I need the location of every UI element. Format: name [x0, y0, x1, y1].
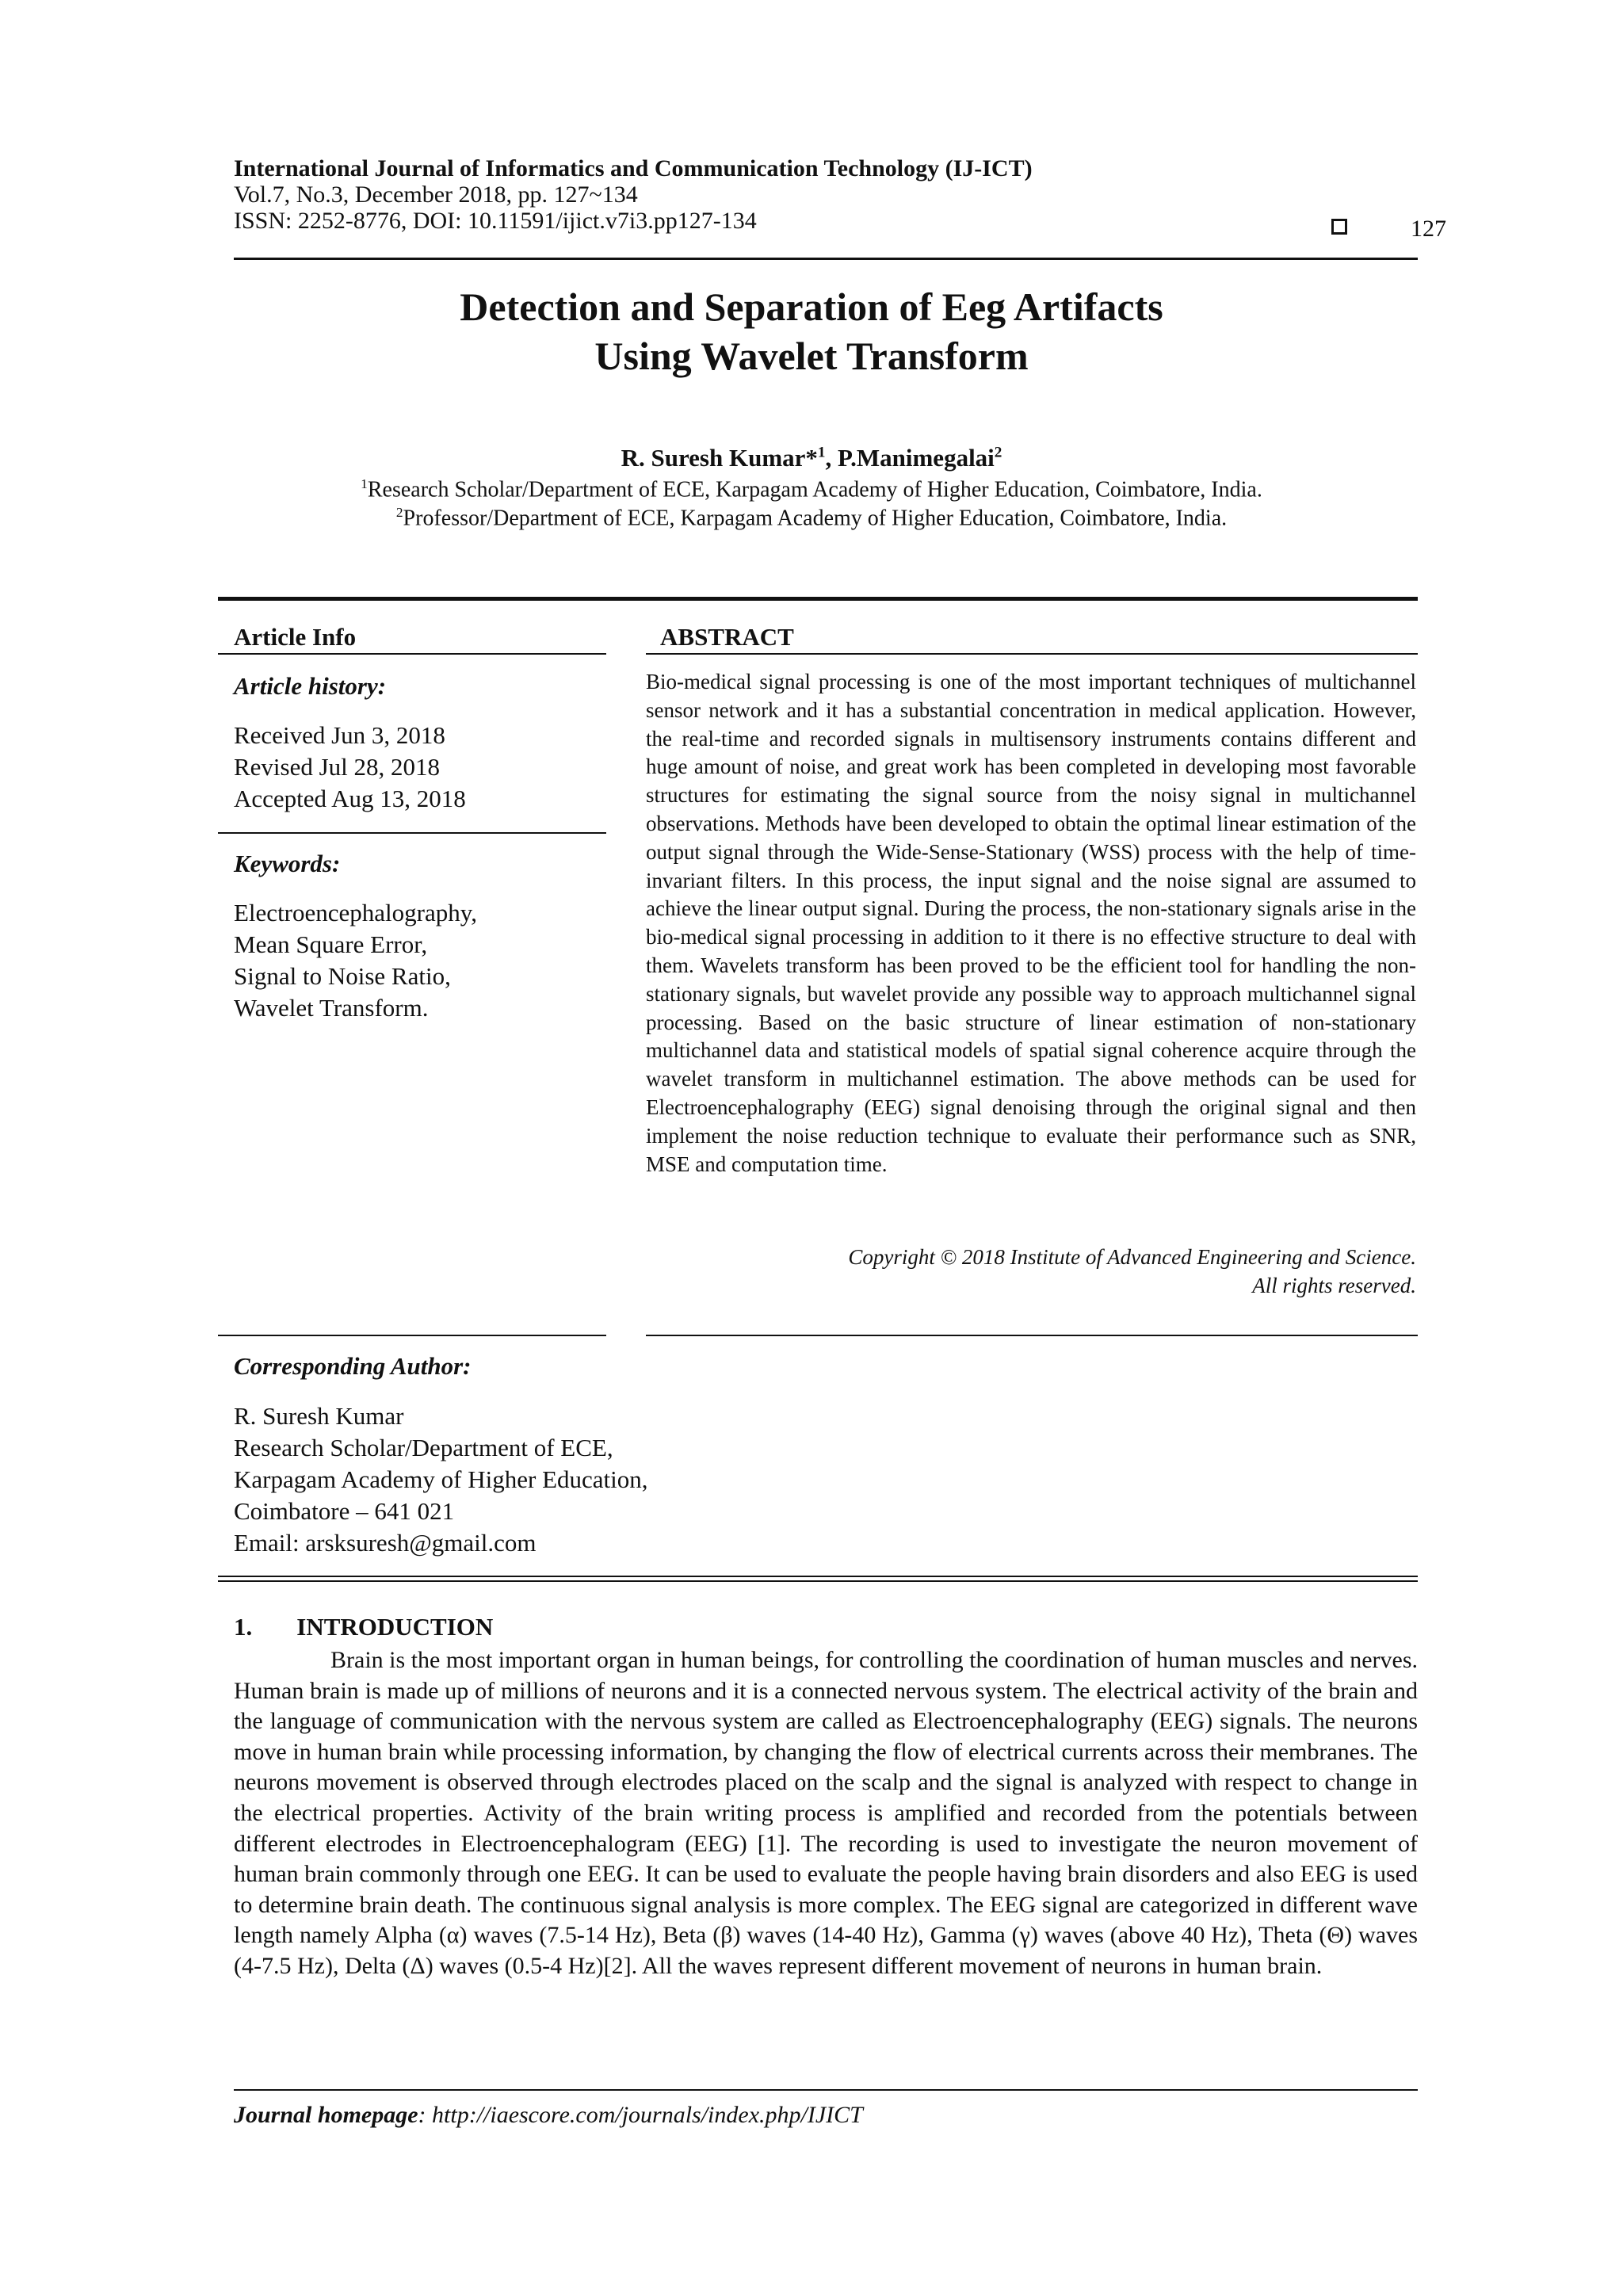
introduction-heading	[234, 1613, 493, 1641]
title-line-2: Using Wavelet Transform	[594, 334, 1029, 378]
accepted-date: Accepted Aug 13, 2018	[234, 785, 466, 812]
volume-line: Vol.7, No.3, December 2018, pp. 127~134	[234, 181, 638, 208]
author-separator: ,	[825, 444, 838, 472]
received-date: Received Jun 3, 2018	[234, 721, 445, 749]
keyword-item: Wavelet Transform.	[234, 994, 429, 1022]
corresponding-city: Coimbatore – 641 021	[234, 1497, 455, 1525]
checkbox-square-icon	[1331, 219, 1347, 235]
abstract-rule	[646, 653, 1418, 655]
author-list	[0, 444, 1623, 472]
abstract-body: Bio-medical signal processing is one of the most important techniques of multichannel sensor network and it has a substantial concentration in medical application. However, the real-time and recorded signals in multisensory instruments contains different and huge amount of noise, and great work has been completed in developing most favorable structures for estimating the signal source from the noisy signal in multichannel observations. Methods have been developed to obtain the optimal linear estimation of the output signal through the Wide-Sense-Stationary (WSS) process with the help of time-invariant filters. In this process, the input signal and the noise signal are assumed to achieve the linear output signal. During the process, the non-stationary signals arise in the bio-medical signal processing in addition to it there is no effective structure to deal with them. Wavelets transform has been proved to be the efficient tool for handling the non-stationary signals, but wavelet provide any possible way to approach multichannel signal processing. Based on the basic structure of linear estimation of non-stationary multichannel data and statistical models of spatial signal coherence acquire through the wavelet transform in multichannel estimation. The above methods can be used for Electroencephalography (EEG) signal denoising through the original signal and then implement the noise reduction technique to evaluate their performance such as SNR, MSE and computation time.	[646, 670, 1416, 1176]
affiliation-1-sup: 1	[361, 476, 368, 491]
corresponding-heading: Corresponding Author:	[234, 1352, 472, 1380]
infobox-bottom-rule-1	[218, 1576, 1418, 1577]
journal-name: International Journal of Informatics and Communication Technology (IJ-ICT)	[234, 155, 1033, 181]
revised-date: Revised Jul 28, 2018	[234, 753, 441, 781]
keywords-rule	[218, 832, 606, 834]
corresponding-email: Email: arsksuresh@gmail.com	[234, 1529, 537, 1557]
keyword-item: Signal to Noise Ratio,	[234, 962, 451, 990]
article-info-rule	[218, 653, 606, 655]
infobox-top-rule	[218, 597, 1418, 601]
section-number: 1.	[234, 1613, 253, 1641]
homepage-separator: :	[418, 2102, 433, 2128]
abstract-bottom-rule	[646, 1335, 1418, 1336]
copyright-line-1: Copyright © 2018 Institute of Advanced Engineering and Science.	[848, 1245, 1416, 1269]
copyright-line-2: All rights reserved.	[1252, 1274, 1416, 1297]
article-info-bottom-rule	[218, 1335, 606, 1336]
author-1: R. Suresh Kumar*	[621, 444, 818, 472]
paper-title	[0, 282, 1623, 380]
title-line-1: Detection and Separation of Eeg Artifacts	[460, 285, 1163, 329]
affiliation-1	[0, 476, 1623, 502]
corresponding-details	[234, 1400, 648, 1559]
journal-header	[234, 155, 1033, 234]
author-2-sup: 2	[994, 444, 1002, 461]
affiliation-1-text: Research Scholar/Department of ECE, Karpagam Academy of Higher Education, Coimbatore, India.	[367, 477, 1262, 502]
article-history-dates	[234, 720, 466, 815]
keyword-item: Mean Square Error,	[234, 930, 428, 958]
section-title: INTRODUCTION	[296, 1613, 494, 1641]
issn-line: ISSN: 2252-8776, DOI: 10.11591/ijict.v7i3.pp127-134	[234, 208, 757, 234]
abstract-heading: ABSTRACT	[660, 623, 794, 651]
author-2: P.Manimegalai	[838, 444, 995, 472]
infobox-bottom-rule-2	[218, 1580, 1418, 1582]
keyword-item: Electroencephalography,	[234, 899, 477, 926]
article-history-heading: Article history:	[234, 672, 387, 700]
page-number: 127	[1411, 216, 1446, 242]
affiliation-2-sup: 2	[395, 505, 403, 520]
introduction-body: Brain is the most important organ in human beings, for controlling the coordination of human muscles and nerves. Human brain is made up of millions of neurons and it is a connected nervous system. The electrical activity of the brain and the language of communication with the nervous system are called as Electroencephalography (EEG) signals. The neurons move in human brain while processing information, by changing the flow of electrical currents across their membranes. The neurons movement is observed through electrodes placed on the scalp and the signal is analyzed with respect to change in the electrical properties. Activity of the brain writing process is amplified and recorded from the potentials between different electrodes in Electroencephalogram (EEG) [1]. The recording is used to investigate the neuron movement of human brain commonly through one EEG. It can be used to evaluate the people having brain disorders and also EEG is used to determine brain death. The continuous signal analysis is more complex. The EEG signal are categorized in different wave length namely Alpha (α) waves (7.5-14 Hz), Beta (β) waves (14-40 Hz), Gamma (γ) waves (above 40 Hz), Theta (Θ) waves (4-7.5 Hz), Delta (Δ) waves (0.5-4 Hz)[2]. All the waves represent different movement of neurons in human brain.	[234, 1647, 1418, 1979]
homepage-label: Journal homepage	[234, 2102, 418, 2128]
keywords-heading: Keywords:	[234, 850, 341, 877]
keywords-list	[234, 897, 477, 1024]
author-1-sup: 1	[817, 444, 826, 461]
corresponding-institution: Karpagam Academy of Higher Education,	[234, 1465, 648, 1493]
corresponding-name: R. Suresh Kumar	[234, 1402, 404, 1430]
homepage-url[interactable]: http://iaescore.com/journals/index.php/IJICT	[432, 2102, 863, 2128]
footer-rule	[234, 2089, 1418, 2091]
journal-homepage	[234, 2102, 863, 2129]
affiliation-2-text: Professor/Department of ECE, Karpagam Academy of Higher Education, Coimbatore, India.	[403, 506, 1228, 531]
corresponding-dept: Research Scholar/Department of ECE,	[234, 1434, 613, 1461]
copyright-notice	[646, 1243, 1416, 1300]
affiliation-2	[0, 505, 1623, 531]
header-rule	[234, 258, 1418, 260]
article-info-heading: Article Info	[234, 623, 357, 651]
